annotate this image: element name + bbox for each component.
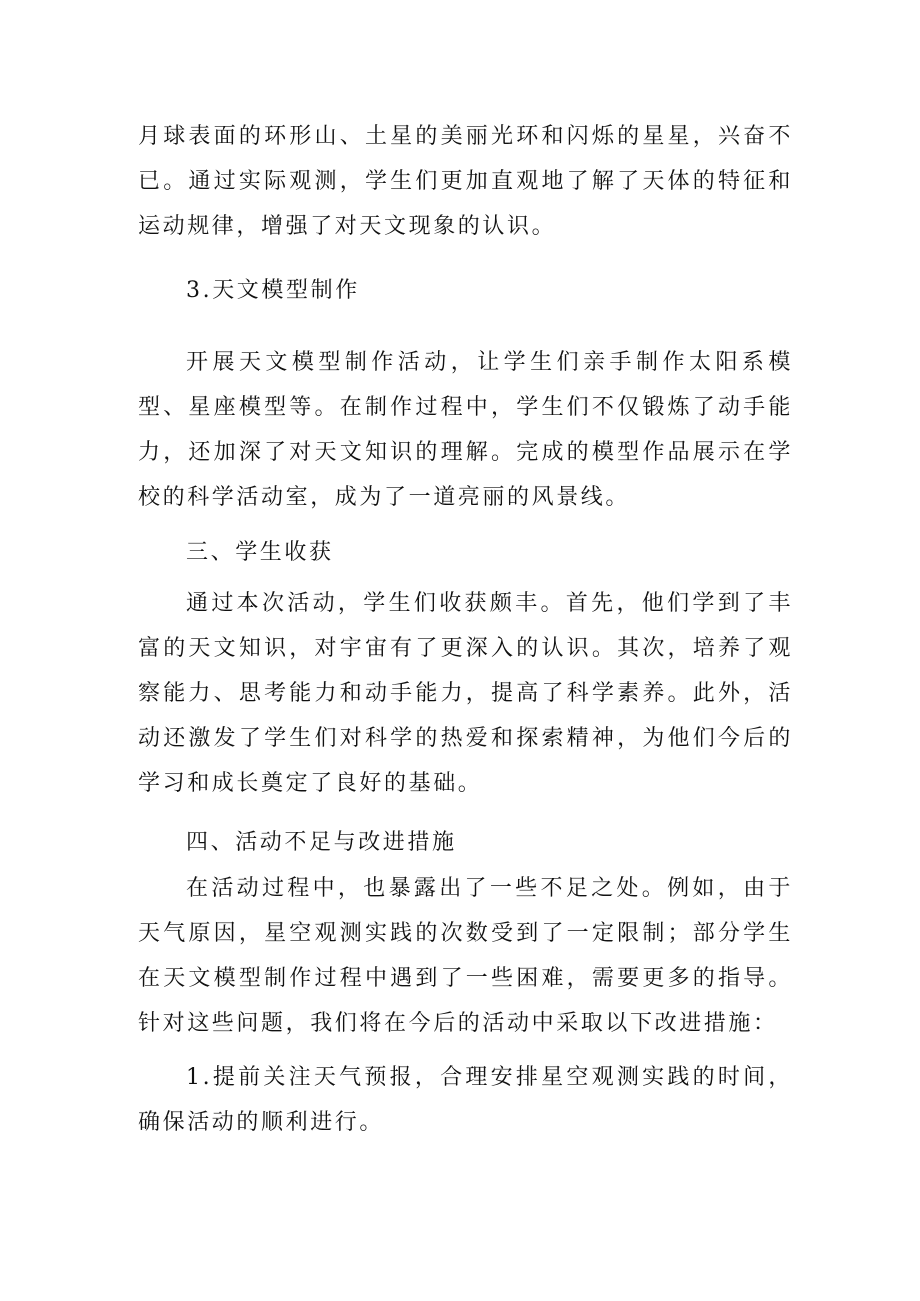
paragraph-shortcomings: 在活动过程中，也暴露出了一些不足之处。例如，由于天气原因，星空观测实践的次数受到了一定限制；部分学生在天文模型制作过程中遇到了一些困难，需要更多的指导。针对这些问题，我们将在今后的活动中采取以下改进措施： — [138, 876, 793, 1036]
paragraph-improvement-measure-1: 1.提前关注天气预报，合理安排星空观测实践的时间，确保活动的顺利进行。 — [138, 1065, 793, 1135]
heading-astronomy-model-making: 3.天文模型制作 — [186, 278, 360, 303]
heading-shortcomings-improvements: 四、活动不足与改进措施 — [186, 830, 457, 855]
paragraph-observation-continued: 月球表面的环形山、土星的美丽光环和闪烁的星星，兴奋不已。通过实际观测，学生们更加直观地了解了天体的特征和运动规律，增强了对天文现象的认识。 — [138, 124, 793, 239]
paragraph-model-making: 开展天文模型制作活动，让学生们亲手制作太阳系模型、星座模型等。在制作过程中，学生们不仅锻炼了动手能力，还加深了对天文知识的理解。完成的模型作品展示在学校的科学活动室，成为了一道亮丽的风景线。 — [138, 350, 793, 510]
paragraph-student-gains: 通过本次活动，学生们收获颇丰。首先，他们学到了丰富的天文知识，对宇宙有了更深入的认识。其次，培养了观察能力、思考能力和动手能力，提高了科学素养。此外，活动还激发了学生们对科学的热爱和探索精神，为他们今后的学习和成长奠定了良好的基础。 — [138, 591, 793, 796]
heading-student-gains: 三、学生收获 — [186, 540, 334, 565]
